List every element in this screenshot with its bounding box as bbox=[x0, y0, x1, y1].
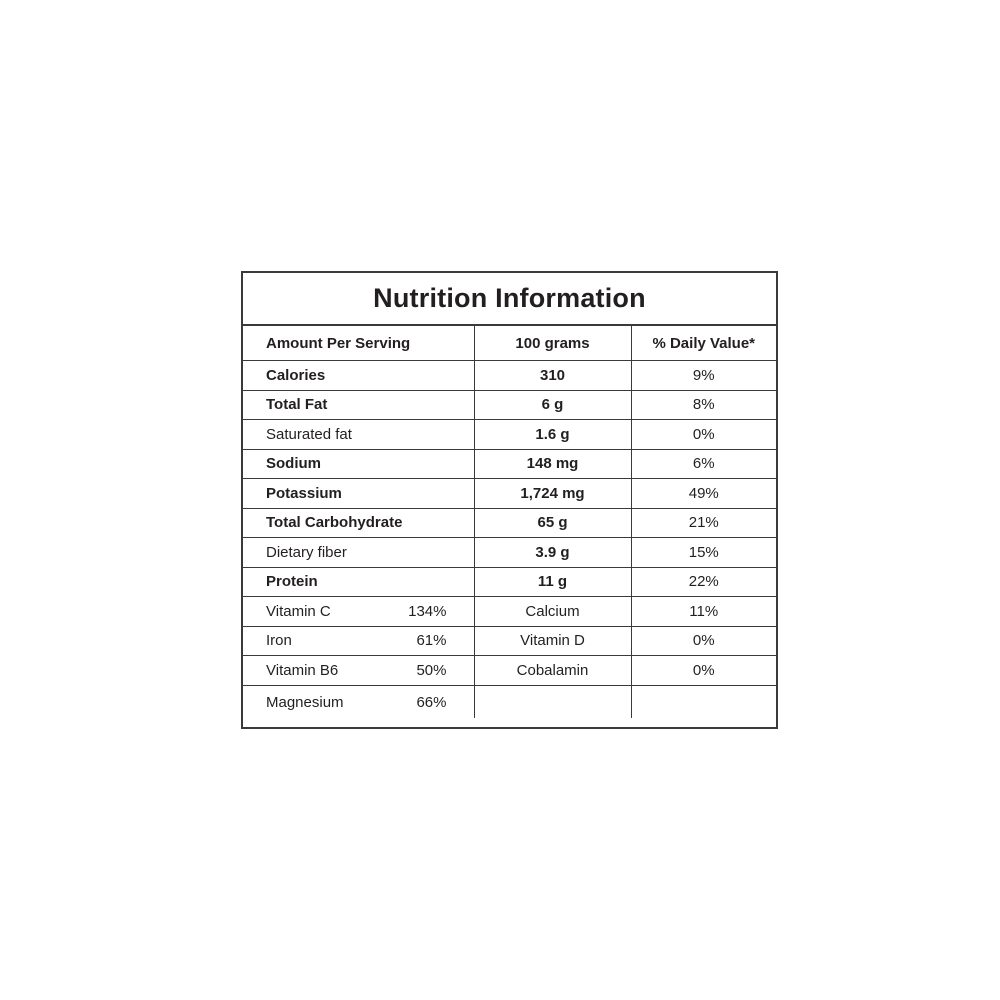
header-daily-value: % Daily Value* bbox=[631, 326, 776, 361]
vitamin-row bbox=[243, 656, 776, 686]
nutrient-daily-value: 9% bbox=[631, 361, 776, 391]
nutrition-panel bbox=[241, 271, 778, 729]
nutrient-amount: 6 g bbox=[474, 390, 631, 420]
nutrient-amount: 1.6 g bbox=[474, 420, 631, 450]
nutrient-label: Protein bbox=[243, 567, 474, 597]
nutrient-label: Saturated fat bbox=[243, 420, 474, 450]
table-row bbox=[243, 567, 776, 597]
nutrient-daily-value: 6% bbox=[631, 449, 776, 479]
table-row bbox=[243, 538, 776, 568]
mineral-value: 0% bbox=[631, 656, 776, 686]
vitamin-cell bbox=[243, 626, 474, 656]
table-row bbox=[243, 449, 776, 479]
mineral-name: Vitamin D bbox=[474, 626, 631, 656]
nutrient-amount: 310 bbox=[474, 361, 631, 391]
nutrient-label: Total Carbohydrate bbox=[243, 508, 474, 538]
nutrient-daily-value: 49% bbox=[631, 479, 776, 509]
nutrient-label: Calories bbox=[243, 361, 474, 391]
nutrient-label: Potassium bbox=[243, 479, 474, 509]
vitamin-name: Magnesium bbox=[266, 693, 344, 711]
nutrient-amount: 65 g bbox=[474, 508, 631, 538]
nutrient-daily-value: 21% bbox=[631, 508, 776, 538]
vitamin-name: Vitamin C bbox=[266, 602, 331, 620]
nutrient-label: Sodium bbox=[243, 449, 474, 479]
mineral-value: 0% bbox=[631, 626, 776, 656]
vitamin-row bbox=[243, 685, 776, 718]
vitamin-row bbox=[243, 626, 776, 656]
vitamin-value: 61% bbox=[416, 632, 447, 650]
nutrient-daily-value: 0% bbox=[631, 420, 776, 450]
table-row bbox=[243, 361, 776, 391]
mineral-name: Calcium bbox=[474, 597, 631, 627]
nutrient-daily-value: 15% bbox=[631, 538, 776, 568]
vitamin-value: 134% bbox=[408, 602, 447, 620]
mineral-name bbox=[474, 685, 631, 718]
vitamin-value: 66% bbox=[416, 693, 447, 711]
mineral-value bbox=[631, 685, 776, 718]
nutrient-label: Dietary fiber bbox=[243, 538, 474, 568]
header-amount-per-serving: Amount Per Serving bbox=[243, 326, 474, 361]
nutrient-amount: 1,724 mg bbox=[474, 479, 631, 509]
nutrient-amount: 148 mg bbox=[474, 449, 631, 479]
table-row bbox=[243, 420, 776, 450]
mineral-name: Cobalamin bbox=[474, 656, 631, 686]
nutrient-daily-value: 8% bbox=[631, 390, 776, 420]
vitamin-name: Vitamin B6 bbox=[266, 661, 339, 679]
mineral-value: 11% bbox=[631, 597, 776, 627]
vitamin-name: Iron bbox=[266, 632, 292, 650]
table-row bbox=[243, 390, 776, 420]
nutrient-daily-value: 22% bbox=[631, 567, 776, 597]
nutrient-label: Total Fat bbox=[243, 390, 474, 420]
header-serving-size: 100 grams bbox=[474, 326, 631, 361]
vitamin-value: 50% bbox=[416, 661, 447, 679]
table-row bbox=[243, 508, 776, 538]
nutrient-amount: 11 g bbox=[474, 567, 631, 597]
vitamin-row bbox=[243, 597, 776, 627]
vitamin-cell bbox=[243, 685, 474, 718]
table-row bbox=[243, 479, 776, 509]
vitamin-cell bbox=[243, 597, 474, 627]
vitamin-cell bbox=[243, 656, 474, 686]
nutrient-amount: 3.9 g bbox=[474, 538, 631, 568]
nutrition-table bbox=[243, 326, 776, 718]
panel-title: Nutrition Information bbox=[243, 273, 776, 326]
table-header-row bbox=[243, 326, 776, 361]
